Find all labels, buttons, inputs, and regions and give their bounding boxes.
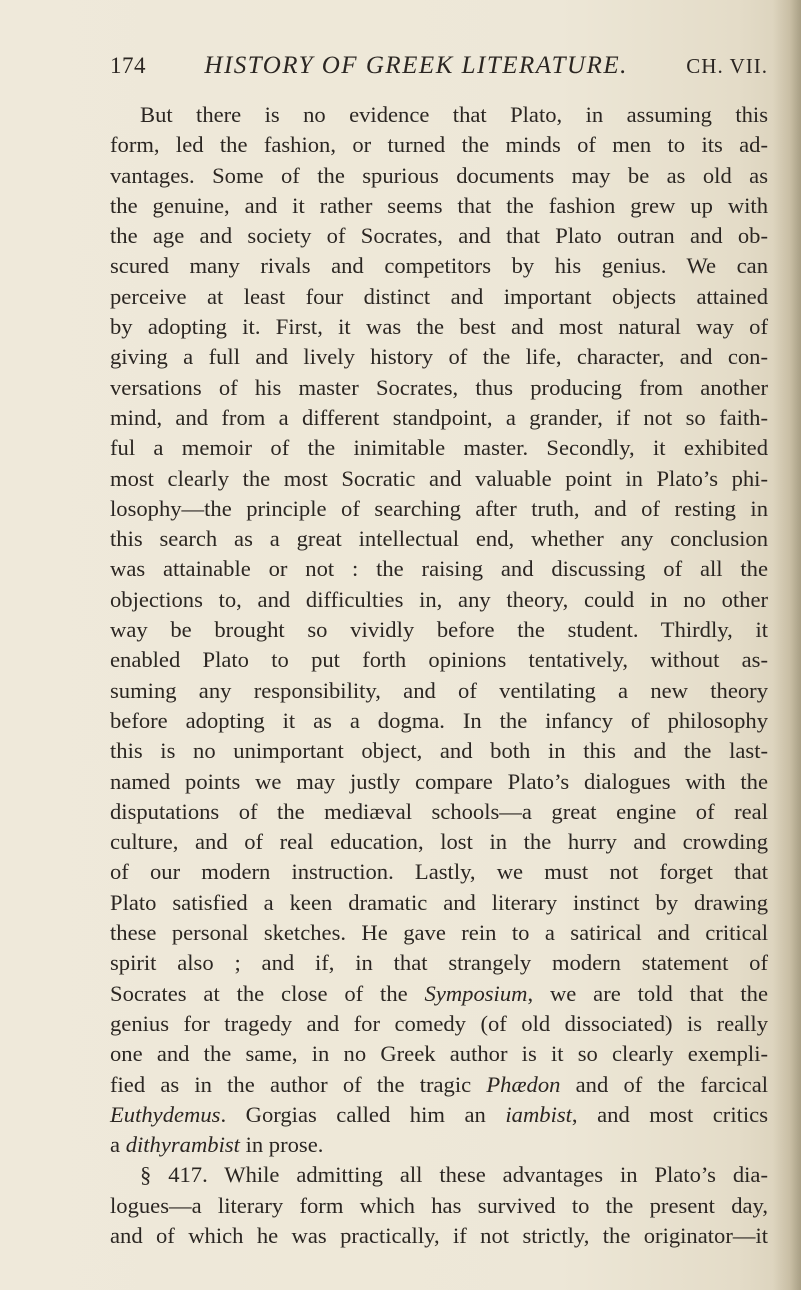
text-line: vantages. Some of the spurious documents may be as old as (110, 162, 768, 188)
text-line: and of which he was practically, if not strictly, the originator—it (110, 1222, 768, 1248)
text-line: mind, and from a different standpoint, a grander, if not so faith- (110, 404, 768, 430)
text-line: suming any responsibility, and of ventilating a new theory (110, 677, 768, 703)
text-line: disputations of the mediæval schools—a great engine of real (110, 798, 768, 824)
text-line: way be brought so vividly before the student. Thirdly, it (110, 617, 768, 643)
text-line: genius for tragedy and for comedy (of old dissociated) is really (110, 1010, 768, 1036)
text-line: one and the same, in no Greek author is it so clearly exempli- (110, 1041, 768, 1067)
page-edge-shadow (773, 0, 801, 1290)
text-line: objections to, and difficulties in, any theory, could in no other (110, 586, 768, 612)
text-line: was attainable or not : the raising and discussing of all the (110, 556, 768, 582)
text-line: of our modern instruction. Lastly, we must not forget that (110, 859, 768, 885)
text-line: this search as a great intellectual end, whether any conclusion (110, 526, 768, 552)
running-title: HISTORY OF GREEK LITERATURE. (204, 52, 628, 79)
text-line: perceive at least four distinct and important objects attained (110, 283, 768, 309)
text-line: giving a full and lively history of the life, character, and con- (110, 344, 768, 370)
running-head (110, 52, 768, 86)
italic-title-symposium: Symposium (424, 980, 528, 1006)
text-line: ful a memoir of the inimitable master. Secondly, it exhibited (110, 435, 768, 461)
text-line: But there is no evidence that Plato, in assuming this (140, 102, 768, 127)
text-line: fied as in the author of the tragic Phædon and of the farcical (110, 1071, 769, 1097)
text-line: losophy—the principle of searching after truth, and of resting in (110, 495, 768, 521)
page-number: 174 (110, 53, 146, 78)
text-line: scured many rivals and competitors by his genius. We can (110, 253, 768, 279)
text-line: logues—a literary form which has survived to the present day, (110, 1192, 768, 1218)
text-line: enabled Plato to put forth opinions tentatively, without as- (110, 647, 768, 673)
text-line: by adopting it. First, it was the best and most natural way of (110, 314, 768, 340)
text-line: most clearly the most Socratic and valuable point in Plato’s phi- (110, 465, 768, 491)
text-line: versations of his master Socrates, thus producing from another (110, 374, 768, 400)
text-line: Plato satisfied a keen dramatic and literary instinct by drawing (110, 889, 768, 915)
body-text (110, 100, 768, 1251)
text-line: form, led the fashion, or turned the minds of men to its ad- (110, 132, 768, 158)
text-line: Euthydemus. Gorgias called him an iambist, and most critics (110, 1101, 768, 1127)
text-line: culture, and of real education, lost in the hurry and crowding (110, 829, 768, 855)
chapter-label: CH. VII. (686, 54, 768, 78)
text-line: a dithyrambist in prose. (110, 1132, 324, 1158)
italic-title-euthydemus: Euthydemus (110, 1101, 221, 1127)
text-line: this is no unimportant object, and both in this and the last- (110, 738, 768, 764)
italic-term-iambist: iambist (505, 1101, 572, 1127)
text-line: named points we may justly compare Plato’s dialogues with the (110, 768, 768, 794)
text-line: before adopting it as a dogma. In the infancy of philosophy (110, 707, 768, 733)
text-line: Socrates at the close of the Symposium, we are told that the (110, 980, 768, 1006)
text-line: these personal sketches. He gave rein to a satirical and critical (110, 920, 768, 946)
italic-term-dithyrambist: dithyrambist (125, 1132, 240, 1158)
text-line: spirit also ; and if, in that strangely modern statement of (110, 950, 768, 976)
section-start-line: § 417. While admitting all these advantages in Plato’s dia- (140, 1162, 768, 1188)
text-line: the age and society of Socrates, and that Plato outran and ob- (110, 223, 768, 249)
italic-title-phaedon: Phædon (486, 1071, 561, 1097)
text-line: the genuine, and it rather seems that the fashion grew up with (110, 192, 768, 218)
